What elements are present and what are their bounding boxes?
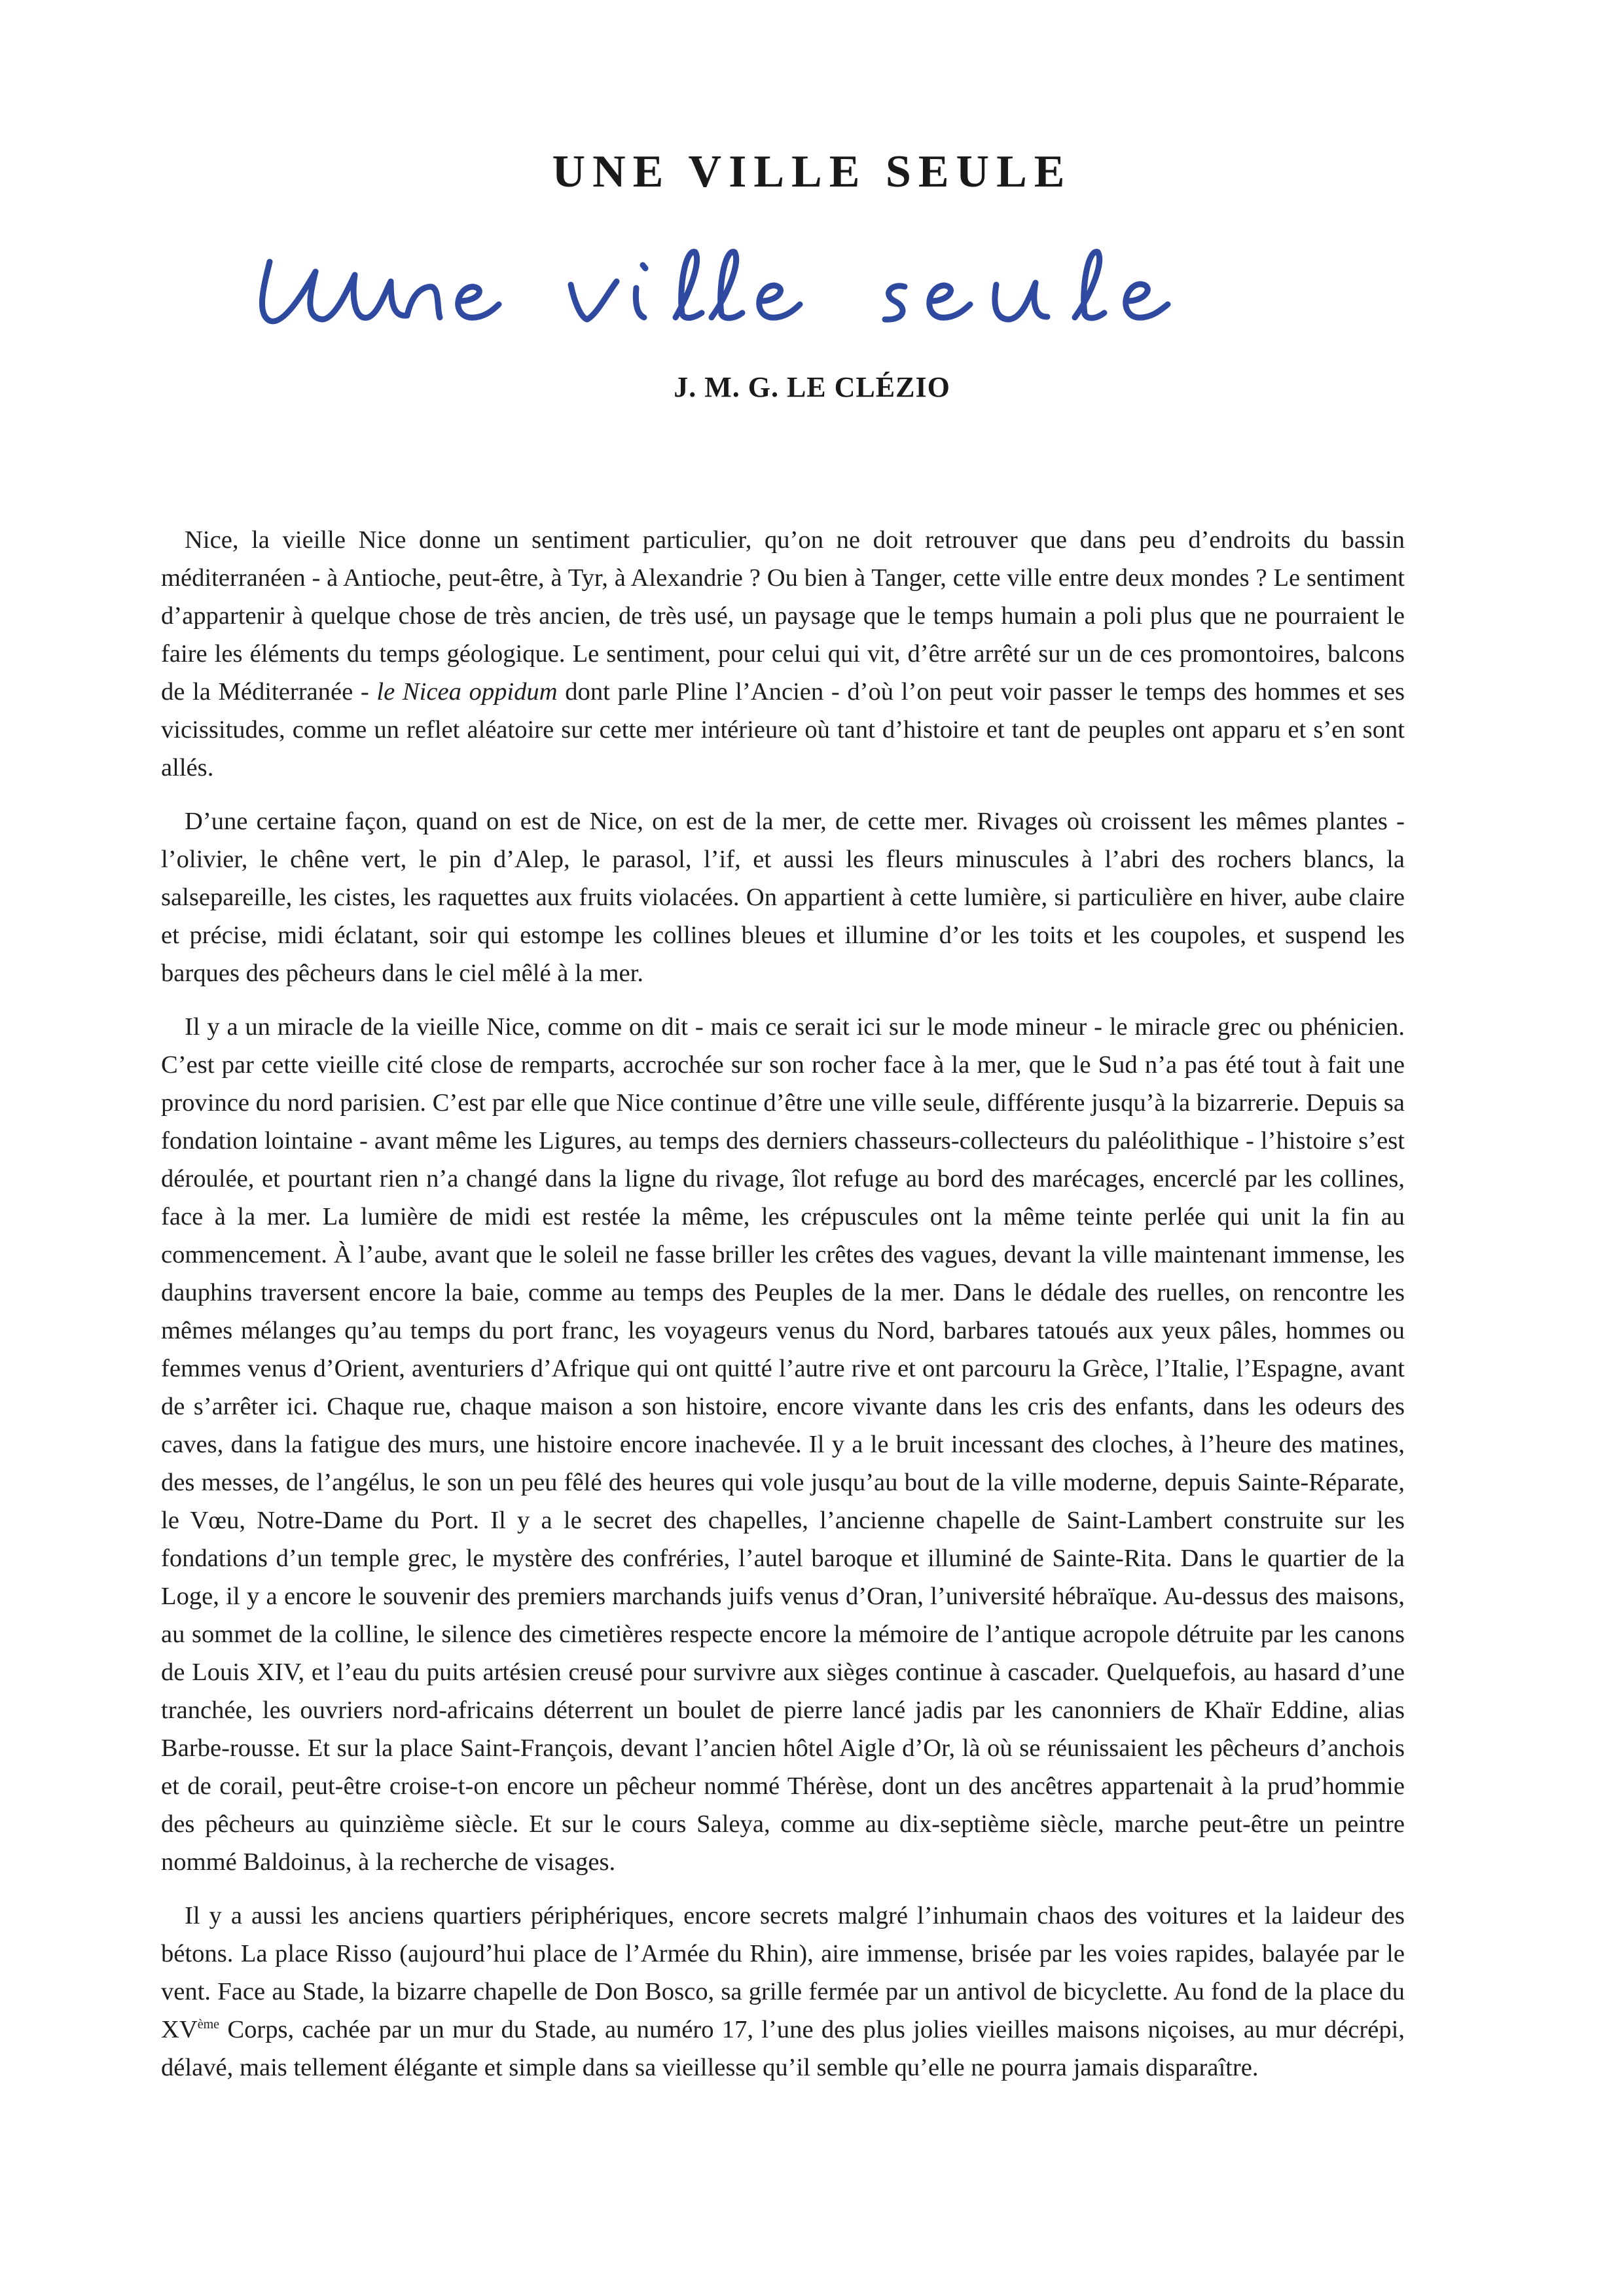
paragraph-1-text-b: dont parle Pline l’Ancien - d’où l’on peut voir passer le temps des hommes et ses vicissitudes, comme un reflet aléatoire sur cette mer intérieure où tant d’histoire et tant de peuples ont apparu et s’en sont allés. <box>161 678 1405 781</box>
paragraph-4-superscript: ème <box>197 2017 220 2032</box>
paragraph-2: D’une certaine façon, quand on est de Nice, on est de la mer, de cette mer. Rivages où croissent les mêmes plantes - l’olivier, le chêne vert, le pin d’Alep, le parasol, l’if, et aussi les fleurs minuscules à l’abri des rochers blancs, la salsepareille, les cistes, les raquettes aux fruits violacées. On appartient à cette lumière, si particulière en hiver, aube claire et précise, midi éclatant, soir qui estompe les collines bleues et illumine d’or les toits et les coupoles, et suspend les barques des pêcheurs dans le ciel mêlé à la mer. <box>161 808 1405 987</box>
article-body <box>161 521 1405 2102</box>
paragraph-4-text-a: Il y a aussi les anciens quartiers périphériques, encore secrets malgré l’inhumain chaos des voitures et la laideur des bétons. La place Risso (aujourd’hui place de l’Armée du Rhin), aire immense, brisée par les voies rapides, balayée par le vent. Face au Stade, la bizarre chapelle de Don Bosco, sa grille fermée par un antivol de bicyclette. Au fond de la place du XV <box>161 1902 1405 2043</box>
paragraph-4 <box>161 1897 1405 2087</box>
paragraph-1-italic: le Nicea oppidum <box>376 678 558 706</box>
author-name: J. M. G. LE CLÉZIO <box>674 371 950 403</box>
page-title: UNE VILLE SEULE <box>552 147 1072 197</box>
handwritten-title-svg <box>244 236 1369 334</box>
handwritten-title-image <box>244 236 1369 334</box>
paragraph-1 <box>161 521 1405 787</box>
paragraph-1-text-a: Nice, la vieille Nice donne un sentiment particulier, qu’on ne doit retrouver que dans peu d’endroits du bassin méditerranéen - à Antioche, peut-être, à Tyr, à Alexandrie ? Ou bien à Tanger, cette ville entre deux mondes ? Le sentiment d’appartenir à quelque chose de très ancien, de très usé, un paysage que le temps humain a poli plus que ne pourraient le faire les éléments du temps géologique. Le sentiment, pour celui qui vit, d’être arrêté sur un de ces promontoires, balcons de la Méditerranée - <box>161 526 1405 706</box>
paragraph-3: Il y a un miracle de la vieille Nice, comme on dit - mais ce serait ici sur le mode mineur - le miracle grec ou phénicien. C’est par cette vieille cité close de remparts, accrochée sur son rocher face à la mer, que le Sud n’a pas été tout à fait une province du nord parisien. C’est par elle que Nice continue d’être une ville seule, différente jusqu’à la bizarrerie. Depuis sa fondation lointaine - avant même les Ligures, au temps des derniers chasseurs-collecteurs du paléolithique - l’histoire s’est déroulée, et pourtant rien n’a changé dans la ligne du rivage, îlot refuge au bord des marécages, encerclé par les collines, face à la mer. La lumière de midi est restée la même, les crépuscules ont la même teinte perlée qui unit la fin au commencement. À l’aube, avant que le soleil ne fasse briller les crêtes des vagues, devant la ville maintenant immense, les dauphins traversent encore la baie, comme au temps des Peuples de la mer. Dans le dédale des ruelles, on rencontre les mêmes mélanges qu’au temps du port franc, les voyageurs venus du Nord, barbares tatoués aux yeux pâles, hommes ou femmes venus d’Orient, aventuriers d’Afrique qui ont quitté l’autre rive et ont parcouru la Grèce, l’Italie, l’Espagne, avant de s’arrêter ici. Chaque rue, chaque maison a son histoire, encore vivante dans les cris des enfants, dans les odeurs des caves, dans la fatigue des murs, une histoire encore inachevée. Il y a le bruit incessant des cloches, à l’heure des matines, des messes, de l’angélus, le son un peu fêlé des heures qui vole jusqu’au bout de la ville moderne, depuis Sainte-Réparate, le Vœu, Notre-Dame du Port. Il y a le secret des chapelles, l’ancienne chapelle de Saint-Lambert construite sur les fondations d’un temple grec, le mystère des confréries, l’autel baroque et illuminé de Sainte-Rita. Dans le quartier de la Loge, il y a encore le souvenir des premiers marchands juifs venus d’Oran, l’université hébraïque. Au-dessus des maisons, au sommet de la colline, le silence des cimetières respecte encore la mémoire de l’antique acropole détruite par les canons de Louis XIV, et l’eau du puits artésien creusé pour survivre aux sièges continue à cascader. Quelquefois, au hasard d’une tranchée, les ouvriers nord-africains déterrent un boulet de pierre lancé jadis par les canonniers de Khaïr Eddine, alias Barbe-rousse. Et sur la place Saint-François, devant l’ancien hôtel Aigle d’Or, là où se réunissaient les pêcheurs d’anchois et de corail, peut-être croise-t-on encore un pêcheur nommé Thérèse, dont un des ancêtres appartenait à la prud’hommie des pêcheurs au quinzième siècle. Et sur le cours Saleya, comme au dix-septième siècle, marche peut-être un peintre nommé Baldoinus, à la recherche de visages. <box>161 1013 1405 1876</box>
paragraph-4-text-b: Corps, cachée par un mur du Stade, au numéro 17, l’une des plus jolies vieilles maisons niçoises, au mur décrépi, délavé, mais tellement élégante et simple dans sa vieillesse qu’il semble qu’elle ne pourra jamais disparaître. <box>161 2016 1405 2081</box>
